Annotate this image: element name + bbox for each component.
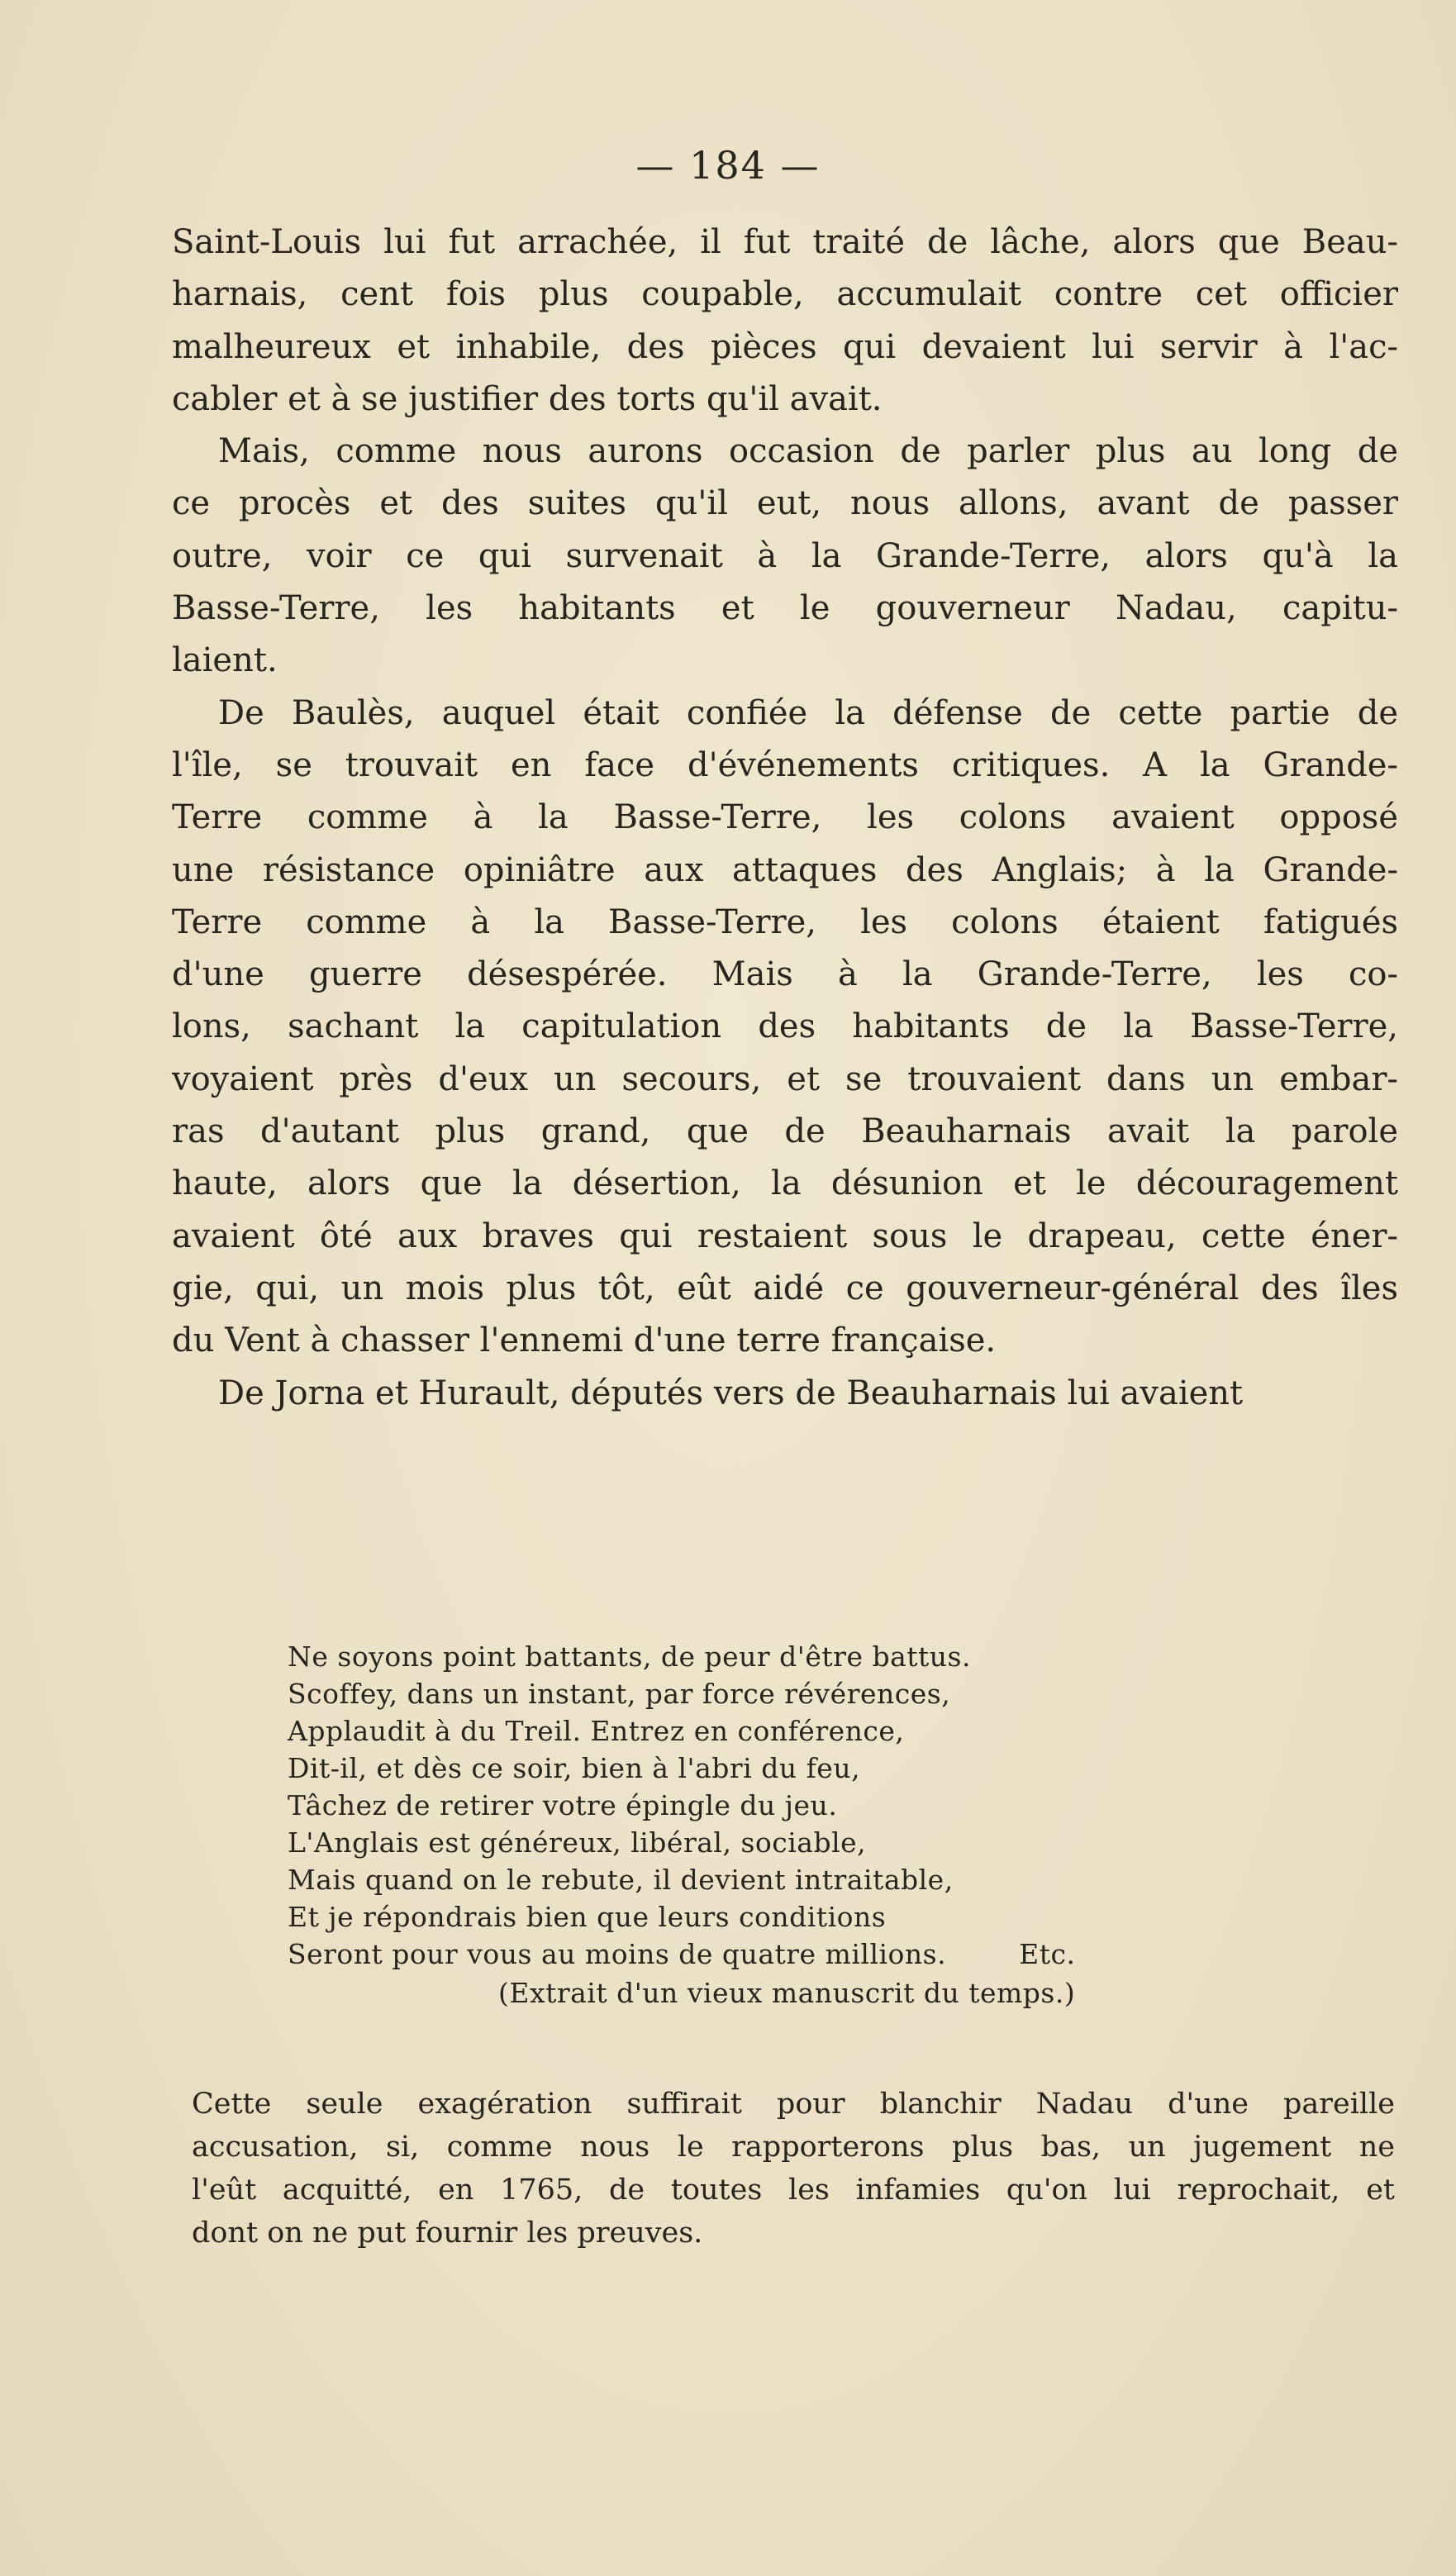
etc-marker: Etc.: [1019, 1938, 1076, 1970]
text-line: avaient ôté aux braves qui restaient sous le drapeau, cette éner-: [172, 1217, 1398, 1255]
verse-quotation: [288, 1638, 1378, 2014]
text-line: harnais, cent fois plus coupable, accumulait contre cet officier: [172, 275, 1398, 314]
text-line: accusation, si, comme nous le rapporterons plus bas, un jugement ne: [192, 2131, 1395, 2164]
text-line: ras d'autant plus grand, que de Beauharnais avait la parole: [172, 1112, 1398, 1151]
verse-line: L'Anglais est généreux, libéral, sociable,: [288, 1826, 867, 1859]
page-number: — 184 —: [635, 143, 821, 188]
verse-line: Scoffey, dans un instant, par force révérences,: [288, 1678, 951, 1710]
footnote: [192, 2083, 1395, 2255]
text-line: lons, sachant la capitulation des habitants de la Basse-Terre,: [172, 1007, 1398, 1046]
text-line: voyaient près d'eux un secours, et se trouvaient dans un embar-: [172, 1059, 1398, 1098]
text-line: du Vent à chasser l'ennemi d'une terre française.: [172, 1321, 997, 1360]
text-line: gie, qui, un mois plus tôt, eût aidé ce gouverneur-général des îles: [172, 1269, 1398, 1307]
footnote-paragraph: [192, 2083, 1395, 2255]
verse-line: Ne soyons point battants, de peur d'être battus.: [288, 1640, 971, 1673]
text-line: cabler et à se justifier des torts qu'il avait.: [172, 379, 883, 418]
text-line: De Baulès, auquel était confiée la défense de cette partie de: [218, 693, 1398, 732]
verse-line: Applaudit à du Treil. Entrez en conférence,: [288, 1715, 905, 1747]
verse-last-line: [288, 1936, 1378, 1973]
verse-line: Mais quand on le rebute, il devient intraitable,: [288, 1864, 954, 1896]
paragraph-3: [172, 688, 1398, 1368]
text-line: Cette seule exagération suffirait pour blanchir Nadau d'une pareille: [192, 2088, 1395, 2121]
paragraph-1: [172, 217, 1398, 426]
text-line: outre, voir ce qui survenait à la Grande-Terre, alors qu'à la: [172, 536, 1398, 575]
text-line: laient.: [172, 641, 278, 680]
text-line: une résistance opiniâtre aux attaques des Anglais; à la Grande-: [172, 850, 1398, 889]
paragraph-2: [172, 426, 1398, 687]
text-line: d'une guerre désespérée. Mais à la Grande-Terre, les co-: [172, 955, 1398, 994]
text-line: De Jorna et Hurault, députés vers de Beauharnais lui avaient: [218, 1374, 1244, 1412]
verse-line: Et je répondrais bien que leurs conditions: [288, 1901, 887, 1933]
text-line: l'île, se trouvait en face d'événements critiques. A la Grande-: [172, 745, 1398, 784]
text-line: dont on ne put fournir les preuves.: [192, 2217, 703, 2250]
verse-line-text: Seront pour vous au moins de quatre millions.: [288, 1938, 947, 1970]
verse-line: Dit-il, et dès ce soir, bien à l'abri du feu,: [288, 1752, 861, 1784]
text-line: l'eût acquitté, en 1765, de toutes les infamies qu'on lui reprochait, et: [192, 2174, 1395, 2207]
text-line: Terre comme à la Basse-Terre, les colons avaient opposé: [172, 798, 1398, 837]
paragraph-4: [172, 1368, 1398, 1420]
text-line: malheureux et inhabile, des pièces qui devaient lui servir à l'ac-: [172, 327, 1398, 366]
text-line: ce procès et des suites qu'il eut, nous allons, avant de passer: [172, 484, 1398, 523]
text-line: haute, alors que la désertion, la désunion et le découragement: [172, 1164, 1398, 1203]
text-line: Basse-Terre, les habitants et le gouverneur Nadau, capitu-: [172, 589, 1398, 628]
text-line: Mais, comme nous aurons occasion de parler plus au long de: [218, 432, 1398, 471]
text-line: Terre comme à la Basse-Terre, les colons étaient fatigués: [172, 902, 1398, 941]
main-text: [172, 217, 1398, 1420]
text-line: Saint-Louis lui fut arrachée, il fut traité de lâche, alors que Beau-: [172, 223, 1398, 261]
verse-line: Tâchez de retirer votre épingle du jeu.: [288, 1789, 838, 1821]
quote-source: (Extrait d'un vieux manuscrit du temps.): [498, 1977, 1076, 2009]
